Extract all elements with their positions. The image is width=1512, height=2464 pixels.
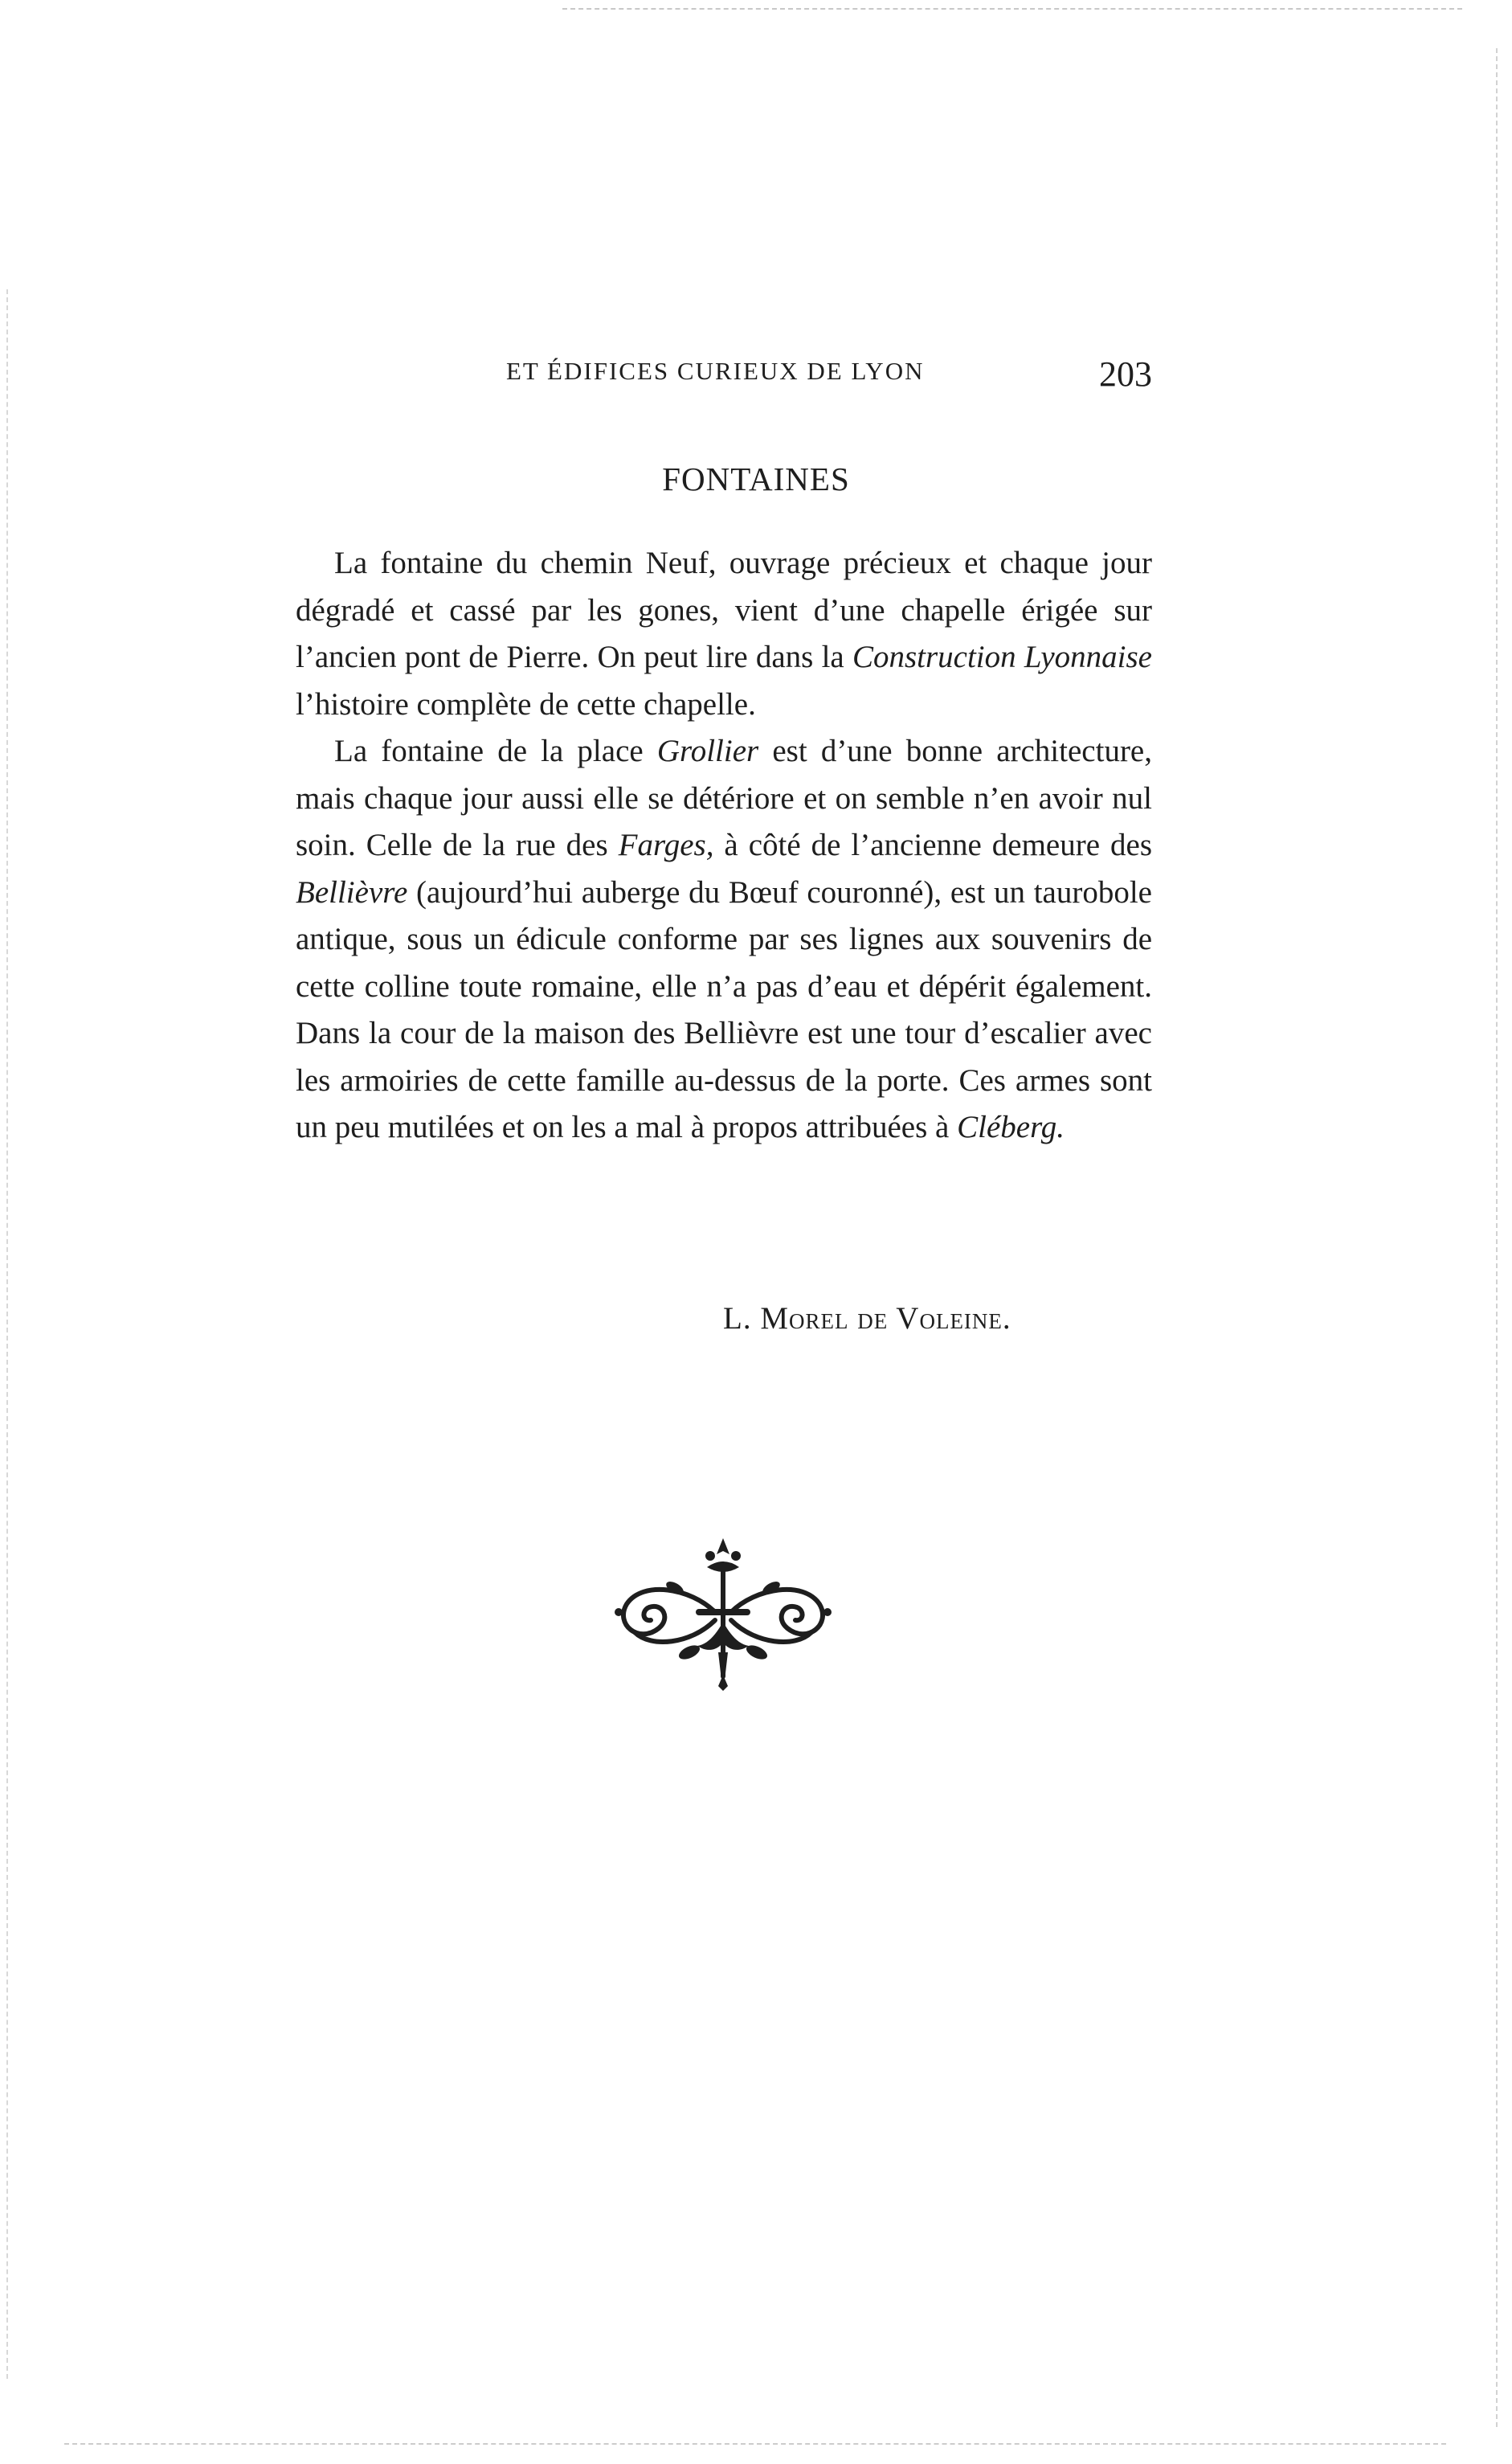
scan-edge-top [562,8,1462,10]
text-run: est d’une bonne architecture, mais chaque jour aussi elle se détériore et on semble n’en avoir nul soin. Celle de la rue des [296,734,1152,862]
paragraph-1 [296,540,1152,728]
paragraph-2 [296,728,1152,1152]
scan-edge-right [1496,48,1498,2427]
text-run: à côté de l’ancienne demeure des [713,828,1153,862]
text-run: La fontaine du chemin Neuf, ouvrage précieux et chaque jour dégradé et cassé par les gones, vient d’une chapelle érigée sur l’ancien pont de Pierre. On peut lire dans la [296,546,1152,674]
author-name: Morel de Voleine. [760,1301,1011,1336]
italic-name: Bellièvre [296,874,408,910]
text-run: (aujourd’hui auberge du Bœuf couronné), est un taurobole antique, sous un édicule conforme par ses lignes aux souvenirs de cette colline toute romaine, elle n’a pas d’eau et dépérit également. Dans la cour de la maison des Bellièvre est une tour d’escalier avec les armoiries de cette famille au-dessus de la porte. Ces armes sont un peu mutilées et on les a mal à propos attribuées à [296,874,1152,1144]
italic-name: Cléberg. [957,1110,1065,1144]
italic-name: Grollier [656,734,759,768]
section-title: FONTAINES [662,460,850,497]
text-run: l’histoire complète de cette chapelle. [296,686,756,722]
author-initial: L. [723,1301,752,1336]
page-number: 203 [1099,354,1152,394]
italic-title: Construction Lyonnaise [852,640,1152,674]
running-head: ET ÉDIFICES CURIEUX DE LYON [506,357,925,385]
scan-edge-bottom [64,2443,1446,2445]
text-run: La fontaine de la place [334,734,657,768]
body-text [296,540,1152,1152]
fleuron-ornament-icon [595,1532,852,1692]
scan-edge-left [6,289,8,2379]
italic-name: Farges, [618,828,714,862]
author-signature [723,1300,1011,1336]
